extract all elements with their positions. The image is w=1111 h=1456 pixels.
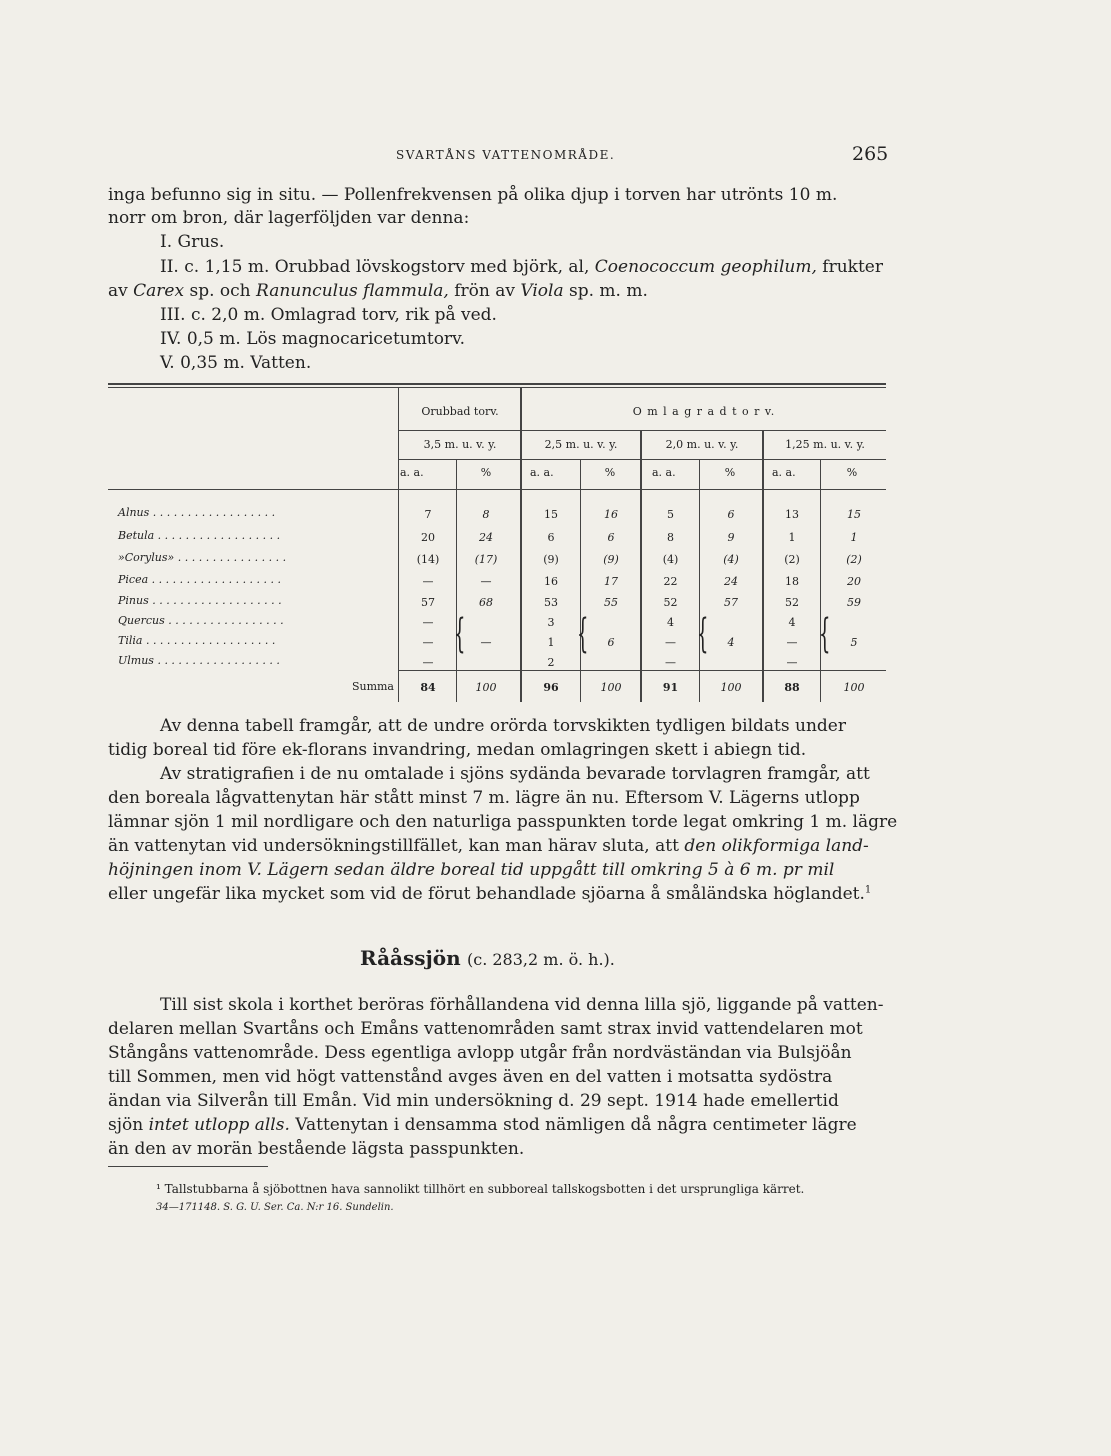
table-header-rule	[398, 459, 886, 460]
taxon-label: »Corylus» . . . . . . . . . . . . . . . .	[118, 551, 287, 564]
table-vrule	[520, 388, 522, 702]
table-cell: 68	[479, 596, 493, 609]
table-cell: 9	[727, 531, 735, 544]
table-vrule	[456, 460, 457, 702]
taxon-label: Picea . . . . . . . . . . . . . . . . . . .	[118, 573, 282, 586]
para-line: Stångåns vattenområde. Dess egentliga avlopp utgår från nordväständan via Bulsjöån	[108, 1043, 852, 1063]
taxon-label: Pinus . . . . . . . . . . . . . . . . . . .	[118, 594, 282, 607]
table-header-rule	[108, 489, 886, 490]
table-cell: 15	[544, 508, 558, 521]
brace: {	[696, 611, 709, 657]
aa-header: a. a.	[400, 466, 424, 479]
pct-header: %	[724, 466, 736, 479]
para-line: höjningen inom V. Lägern sedan äldre boreal tid uppgått till omkring 5 à 6 m. pr mil	[108, 860, 835, 880]
table-cell: (2)	[846, 553, 862, 566]
table-cell: 2	[547, 656, 555, 669]
table-cell: —	[665, 636, 676, 649]
taxon-label: Betula . . . . . . . . . . . . . . . . . .	[118, 529, 281, 542]
table-cell: 1	[788, 531, 796, 544]
intro-line: inga befunno sig in situ. — Pollenfrekvensen på olika djup i torven har utrönts 10 m.	[108, 185, 838, 205]
stratum-v: V. 0,35 m. Vatten.	[160, 353, 312, 373]
taxon-label: Alnus . . . . . . . . . . . . . . . . . .	[118, 506, 276, 519]
pct-header: %	[846, 466, 858, 479]
table-cell: —	[480, 636, 492, 649]
table-cell: 59	[847, 596, 861, 609]
pct-header: %	[604, 466, 616, 479]
table-cell: 13	[785, 508, 799, 521]
table-cell: 52	[785, 596, 799, 609]
table-top-rule	[108, 383, 886, 385]
taxon-label: Quercus . . . . . . . . . . . . . . . . .	[118, 614, 284, 627]
para-line: den boreala lågvattenytan här stått minst 7 m. lägre än nu. Eftersom V. Lägerns utlopp	[108, 788, 860, 808]
table-cell: 8	[482, 508, 490, 521]
table-cell: —	[422, 616, 434, 629]
para-line: lämnar sjön 1 mil nordligare och den naturliga passpunkten torde legat omkring 1 m. lägre	[108, 812, 898, 832]
stratum-iii: III. c. 2,0 m. Omlagrad torv, rik på ved.	[160, 305, 497, 325]
summa-cell: 100	[843, 681, 865, 694]
table-cell: 53	[544, 596, 558, 609]
para-line: tidig boreal tid före ek-florans invandring, medan omlagringen skett i abiegn tid.	[108, 740, 807, 760]
para-line: Av stratigrafien i de nu omtalade i sjöns sydända bevarade torvlagren framgår, att	[160, 764, 870, 784]
table-cell: 16	[544, 575, 558, 588]
table-cell: —	[422, 656, 434, 669]
summa-cell: 91	[662, 681, 679, 694]
header-orubbad: Orubbad torv.	[421, 405, 499, 418]
table-cell: 24	[479, 531, 493, 544]
summa-label: Summa	[351, 680, 394, 693]
stratum-ii-cont: av Carex sp. och Ranunculus flammula, frön av Viola sp. m. m.	[108, 281, 648, 301]
table-cell: (4)	[723, 553, 739, 566]
aa-header: a. a.	[772, 466, 796, 479]
table-cell: 52	[663, 596, 678, 609]
para-line: eller ungefär lika mycket som vid de förut behandlade sjöarna å småländska höglandet.$^1$	[108, 884, 872, 904]
table-cell: 1	[547, 636, 555, 649]
table-cell: 7	[424, 508, 432, 521]
pct-header: %	[480, 466, 492, 479]
table-top-rule-thin	[108, 387, 886, 388]
stratum-i: I. Grus.	[160, 232, 225, 252]
table-cell: (9)	[603, 553, 619, 566]
summa-cell: 100	[475, 681, 497, 694]
taxon-label: Tilia . . . . . . . . . . . . . . . . . . .	[118, 634, 276, 647]
table-cell: 17	[604, 575, 618, 588]
table-cell: (9)	[543, 553, 559, 566]
depth-header: 2,0 m. u. v. y.	[665, 438, 739, 451]
table-cell: (2)	[784, 553, 800, 566]
aa-header: a. a.	[652, 466, 676, 479]
table-cell: 16	[604, 508, 618, 521]
taxon-label: Ulmus . . . . . . . . . . . . . . . . . .	[118, 654, 280, 667]
table-cell: —	[786, 656, 798, 669]
header-omlagrad: O m l a g r a d t o r v.	[632, 405, 776, 418]
summa-cell: 100	[720, 681, 742, 694]
table-cell: (17)	[474, 553, 498, 566]
table-vrule	[398, 388, 399, 702]
depth-header: 2,5 m. u. v. y.	[544, 438, 618, 451]
table-cell: 20	[421, 531, 435, 544]
table-cell: 1	[850, 531, 858, 544]
table-vrule	[580, 460, 581, 702]
summa-cell: 84	[420, 681, 436, 694]
table-cell: 24	[724, 575, 738, 588]
table-cell: 5	[850, 636, 858, 649]
table-cell: 57	[421, 596, 435, 609]
table-header-rule	[398, 430, 886, 431]
para-line: till Sommen, men vid högt vattenstånd avges även en del vatten i motsatta sydöstra	[108, 1067, 833, 1087]
table-cell: 22	[663, 575, 678, 588]
table-summa-rule	[398, 670, 886, 671]
stratum-iv: IV. 0,5 m. Lös magnocaricetumtorv.	[160, 329, 466, 349]
table-cell: 15	[847, 508, 861, 521]
depth-header: 1,25 m. u. v. y.	[785, 438, 865, 451]
aa-header: a. a.	[530, 466, 554, 479]
table-cell: 20	[847, 575, 861, 588]
summa-cell: 100	[600, 681, 622, 694]
imprint: 34—171148. S. G. U. Ser. Ca. N:r 16. Sundelin.	[156, 1202, 394, 1213]
table-cell: (14)	[416, 553, 440, 566]
table-cell: 4	[788, 616, 796, 629]
table-cell: —	[665, 656, 676, 669]
table-cell: —	[422, 575, 434, 588]
stratum-ii: II. c. 1,15 m. Orubbad lövskogstorv med björk, al, Coenococcum geophilum, frukter	[160, 257, 883, 277]
table-cell: 6	[547, 531, 555, 544]
para-line: delaren mellan Svartåns och Emåns vattenområden samt strax invid vattendelaren mot	[108, 1019, 863, 1039]
table-cell: 6	[607, 531, 615, 544]
table-cell: (4)	[662, 553, 679, 566]
depth-header: 3,5 m. u. v. y.	[423, 438, 497, 451]
table-cell: 6	[607, 636, 615, 649]
para-line: ändan via Silverån till Emån. Vid min undersökning d. 29 sept. 1914 hade emellertid	[108, 1091, 839, 1111]
para-line: än den av morän bestående lägsta passpunkten.	[108, 1139, 525, 1159]
para-line: än vattenytan vid undersökningstillfället, kan man härav sluta, att den olikformiga land-	[108, 836, 869, 856]
running-header: SVARTÅNS VATTENOMRÅDE.	[396, 148, 616, 162]
table-cell: —	[480, 575, 492, 588]
table-cell: 6	[727, 508, 735, 521]
table-cell: 4	[727, 636, 735, 649]
summa-cell: 96	[543, 681, 559, 694]
table-cell: 8	[667, 531, 674, 544]
table-cell: 18	[785, 575, 799, 588]
footnote-rule	[108, 1166, 268, 1167]
table-cell: 55	[604, 596, 618, 609]
table-cell: 4	[667, 616, 674, 629]
page-number: 265	[852, 143, 889, 165]
para-line: sjön intet utlopp alls. Vattenytan i densamma stod nämligen då några centimeter lägre	[108, 1115, 857, 1135]
intro-line: norr om bron, där lagerföljden var denna:	[108, 208, 470, 228]
table-cell: 3	[547, 616, 555, 629]
table-vrule	[820, 460, 821, 702]
brace: {	[453, 611, 466, 657]
summa-cell: 88	[784, 681, 800, 694]
brace: {	[818, 611, 831, 657]
para-line: Till sist skola i korthet beröras förhållandena vid denna lilla sjö, liggande på vatten-	[160, 995, 884, 1015]
table-cell: 57	[724, 596, 738, 609]
brace: {	[576, 611, 589, 657]
section-heading: Rååssjön (c. 283,2 m. ö. h.).	[360, 946, 615, 970]
table-cell: —	[422, 636, 434, 649]
para-line: Av denna tabell framgår, att de undre orörda torvskikten tydligen bildats under	[160, 716, 846, 736]
table-cell: —	[786, 636, 798, 649]
footnote: ¹ Tallstubbarna å sjöbottnen hava sannolikt tillhört en subboreal tallskogsbotten i det ursprungliga kärret.	[156, 1182, 805, 1196]
table-cell: 5	[667, 508, 674, 521]
